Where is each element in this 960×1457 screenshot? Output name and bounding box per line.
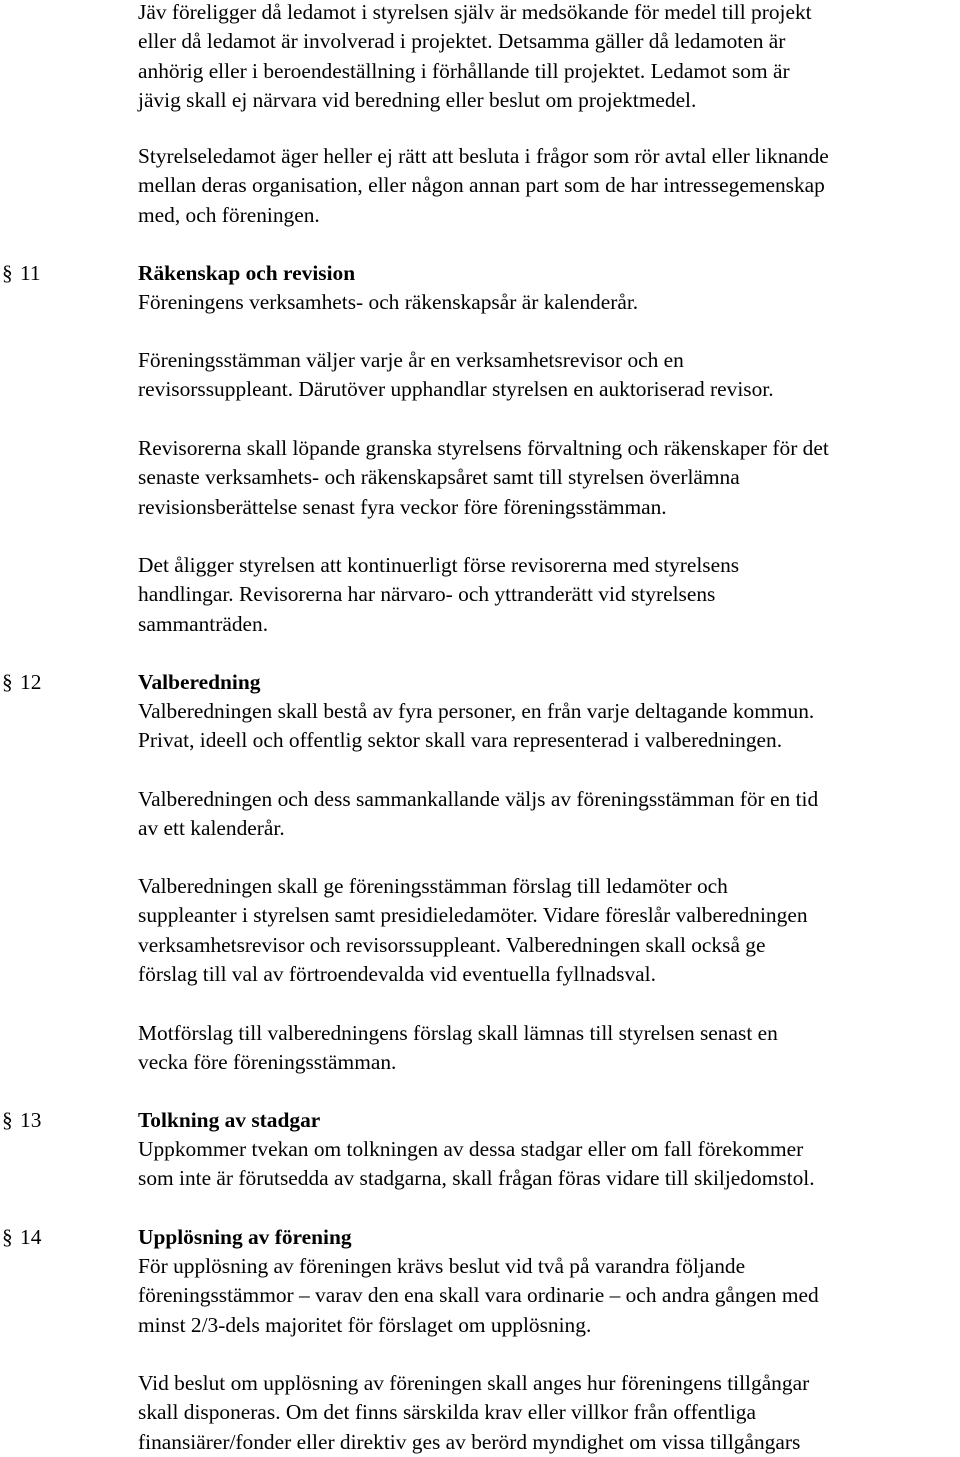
- text-line: som inte är förutsedda av stadgarna, skall frågan föras vidare till skiljedomstol.: [138, 1166, 815, 1191]
- paragraph-board-obligations: [138, 551, 953, 639]
- text-line: suppleanter i styrelsen samt presidieledamöter. Vidare föreslår valberedningen: [138, 903, 808, 928]
- paragraph-nomination-committee-proposals: [138, 872, 953, 989]
- text-line: minst 2/3-dels majoritet för förslaget om upplösning.: [138, 1312, 592, 1337]
- text-line: Styrelseledamot äger heller ej rätt att besluta i frågor som rör avtal eller liknande: [138, 144, 829, 168]
- text-line: För upplösning av föreningen krävs beslut vid två på varandra följande: [138, 1254, 746, 1278]
- section-title: Valberedning: [138, 670, 261, 694]
- section-number: 11: [20, 261, 41, 285]
- text-line: med, och föreningen.: [138, 202, 320, 227]
- text-line: senaste verksamhets- och räkenskapsåret samt till styrelsen överlämna: [138, 465, 740, 490]
- text-line: Valberedningen skall ge föreningsstämman förslag till ledamöter och: [138, 874, 728, 898]
- text-line: eller då ledamot är involverad i projektet. Detsamma gäller då ledamoten är: [138, 29, 786, 54]
- text-line: Jäv föreligger då ledamot i styrelsen själv är medsökande för medel till projekt: [138, 0, 812, 24]
- paragraph-interpretation: [138, 1135, 953, 1194]
- section-symbol: §: [2, 670, 13, 694]
- text-line: Vid beslut om upplösning av föreningen skall anges hur föreningens tillgångar: [138, 1371, 810, 1395]
- text-line: Uppkommer tvekan om tolkningen av dessa stadgar eller om fall förekommer: [138, 1137, 804, 1161]
- text-line: Revisorerna skall löpande granska styrelsens förvaltning och räkenskaper för det: [138, 436, 829, 460]
- text-line: revisionsberättelse senast fyra veckor före föreningsstämman.: [138, 494, 667, 519]
- section-heading-14: [0, 1223, 960, 1252]
- paragraph-nomination-committee-composition: [138, 697, 953, 756]
- paragraph-fiscal-year: [138, 288, 953, 317]
- section-title: Räkenskap och revision: [138, 261, 356, 285]
- paragraph-dissolution-decision: [138, 1252, 953, 1340]
- paragraph-dissolution-assets: [138, 1369, 953, 1457]
- text-line: jävig skall ej närvara vid beredning eller beslut om projektmedel.: [138, 87, 697, 112]
- text-line: handlingar. Revisorerna har närvaro- och yttranderätt vid styrelsens: [138, 582, 716, 607]
- text-line: revisorssuppleant. Därutöver upphandlar styrelsen en auktoriserad revisor.: [138, 377, 774, 402]
- text-line: förslag till val av förtroendevalda vid eventuella fyllnadsval.: [138, 961, 656, 986]
- text-line: anhörig eller i beroendeställning i förhållande till projektet. Ledamot som är: [138, 58, 790, 83]
- text-line: vecka före föreningsstämman.: [138, 1050, 397, 1075]
- paragraph-board-member-rights: [138, 142, 953, 230]
- section-heading-12: [0, 668, 960, 697]
- section-title: Tolkning av stadgar: [138, 1108, 321, 1132]
- paragraph-nomination-committee-election: [138, 785, 953, 844]
- section-number: 13: [20, 1108, 42, 1132]
- paragraph-conflict-of-interest: [138, 0, 953, 115]
- text-line: sammanträden.: [138, 611, 269, 636]
- section-heading-11: [0, 259, 960, 288]
- text-line: Privat, ideell och offentlig sektor skall vara representerad i valberedningen.: [138, 728, 783, 753]
- text-line: Valberedningen skall bestå av fyra personer, en från varje deltagande kommun.: [138, 699, 815, 723]
- section-symbol: §: [2, 261, 13, 285]
- section-number: 14: [20, 1225, 42, 1249]
- section-symbol: §: [2, 1108, 13, 1132]
- text-line: Föreningsstämman väljer varje år en verksamhetsrevisor och en: [138, 348, 684, 372]
- paragraph-auditor-duties: [138, 434, 953, 522]
- text-line: av ett kalenderår.: [138, 816, 285, 841]
- text-line: skall disponeras. Om det finns särskilda krav eller villkor från offentliga: [138, 1400, 756, 1425]
- text-line: föreningsstämmor – varav den ena skall vara ordinarie – och andra gången med: [138, 1283, 819, 1308]
- text-line: mellan deras organisation, eller någon annan part som de har intressegemenskap: [138, 173, 825, 198]
- paragraph-auditor-election: [138, 346, 953, 405]
- paragraph-counter-proposals: [138, 1019, 953, 1078]
- section-number: 12: [20, 670, 42, 694]
- section-heading-13: [0, 1106, 960, 1135]
- text-line: finansiärer/fonder eller direktiv ges av berörd myndighet om vissa tillgångars: [138, 1429, 801, 1454]
- text-line: Föreningens verksamhets- och räkenskapsår är kalenderår.: [138, 290, 639, 314]
- text-line: Valberedningen och dess sammankallande väljs av föreningsstämman för en tid: [138, 787, 819, 811]
- section-title: Upplösning av förening: [138, 1225, 352, 1249]
- text-line: Det åligger styrelsen att kontinuerligt förse revisorerna med styrelsens: [138, 553, 740, 577]
- text-line: verksamhetsrevisor och revisorssuppleant. Valberedningen skall också ge: [138, 932, 766, 957]
- section-symbol: §: [2, 1225, 13, 1249]
- text-line: Motförslag till valberedningens förslag skall lämnas till styrelsen senast en: [138, 1021, 778, 1045]
